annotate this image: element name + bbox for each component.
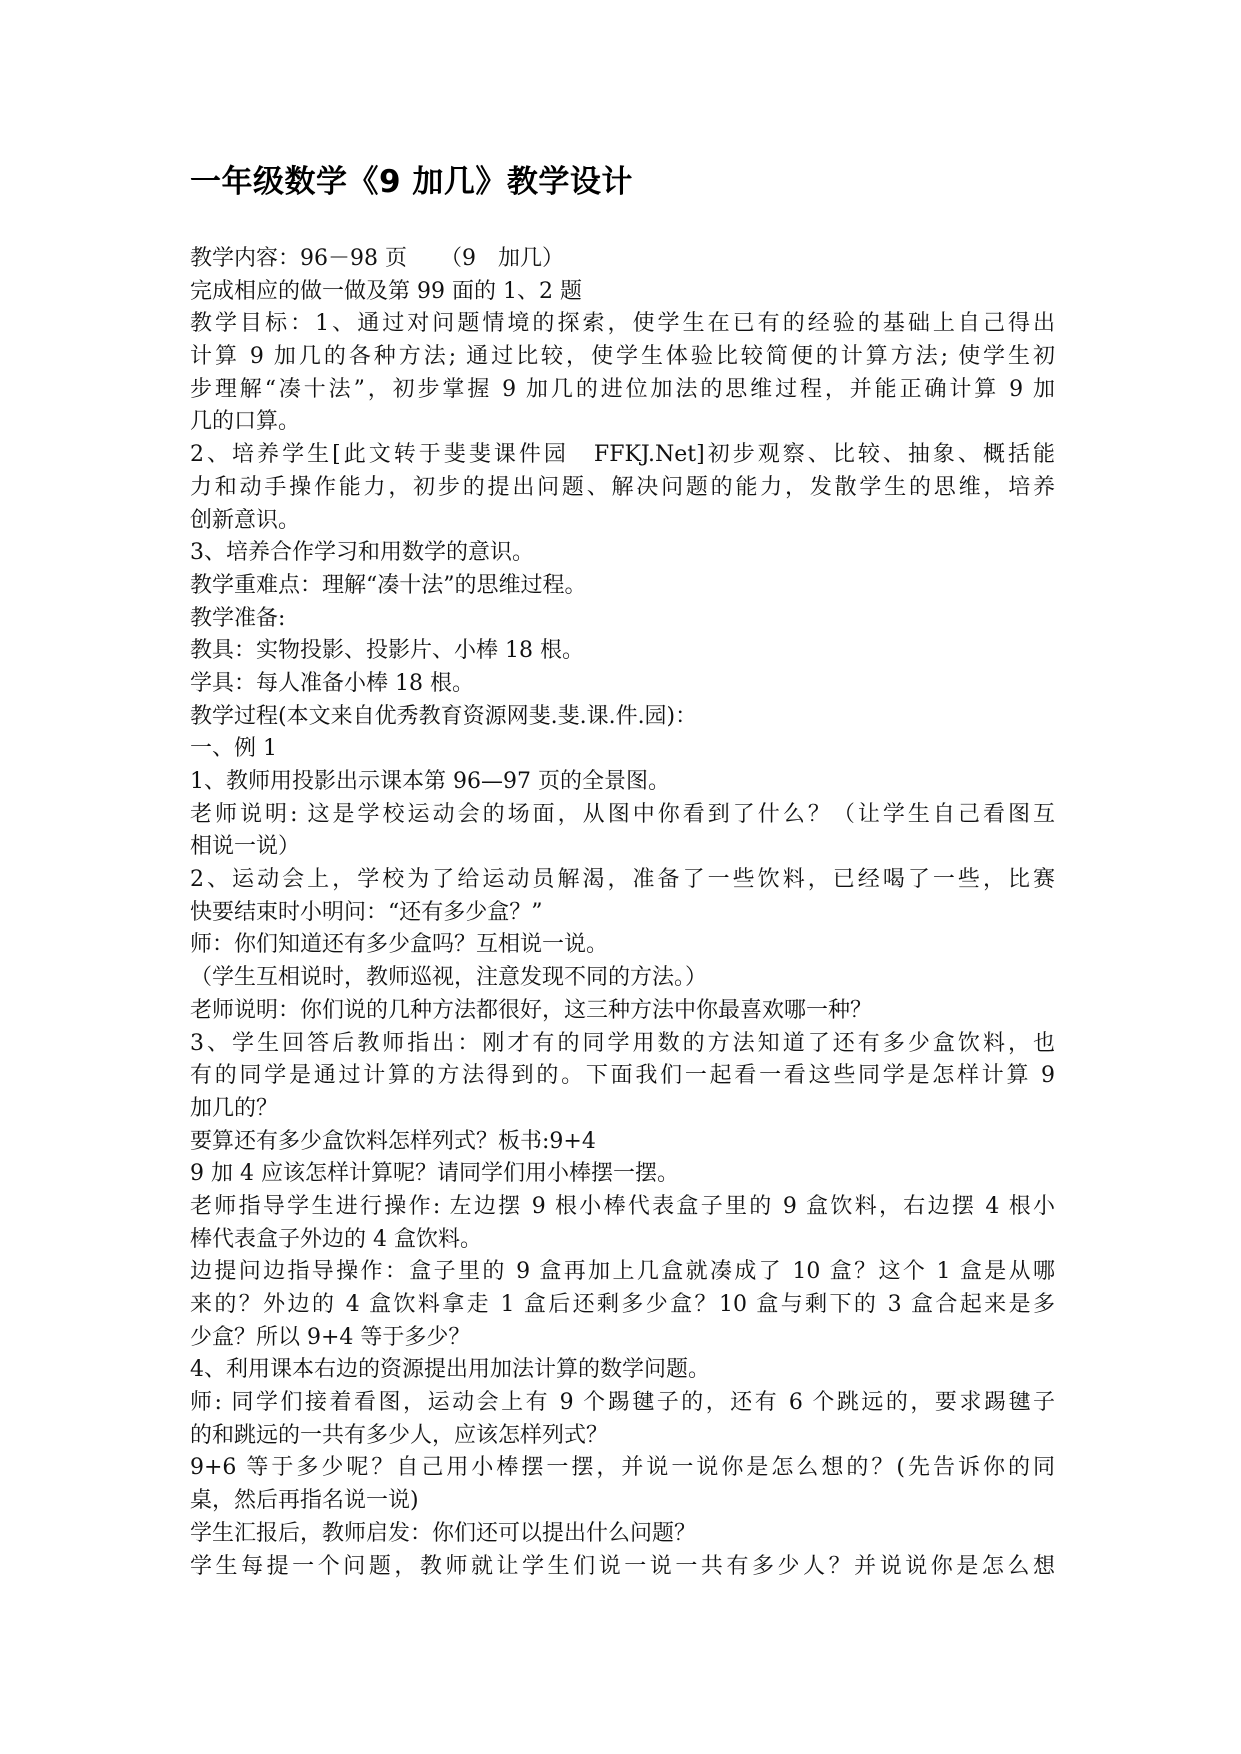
text-line: 学生每提一个问题，教师就让学生们说一说一共有多少人？并说说你是怎么想 (190, 1553, 1055, 1579)
text-line: 完成相应的做一做及第 99 面的 1、2 题 (190, 278, 582, 304)
text-line: 要算还有多少盒饮料怎样列式？板书:9+4 (190, 1128, 596, 1154)
text-line: 2、运动会上，学校为了给运动员解渴，准备了一些饮料，已经喝了一些，比赛 (190, 867, 1055, 893)
text-line: 9+6 等于多少呢？自己用小棒摆一摆，并说一说你是怎么想的？(先告诉你的同 (190, 1455, 1055, 1481)
text-line: 步理解“凑十法”，初步掌握 9 加几的进位加法的思维过程，并能正确计算 9 加 (190, 376, 1055, 402)
text-line: 老师指导学生进行操作: 左边摆 9 根小棒代表盒子里的 9 盒饮料，右边摆 4 根小 (190, 1193, 1055, 1219)
text-line: 老师说明: 这是学校运动会的场面，从图中你看到了什么？（让学生自己看图互 (190, 801, 1055, 827)
text-line: 快要结束时小明问：“还有多少盒？” (190, 899, 543, 925)
text-line: 9 加 4 应该怎样计算呢？请同学们用小棒摆一摆。 (190, 1161, 679, 1187)
text-line: 老师说明：你们说的几种方法都很好，这三种方法中你最喜欢哪一种？ (190, 997, 873, 1023)
text-line: 教学内容：96－98 页 （9 加几） (190, 246, 564, 271)
text-line: （学生互相说时，教师巡视，注意发现不同的方法。） (190, 965, 708, 991)
text-line: 学生汇报后，教师启发：你们还可以提出什么问题？ (190, 1520, 697, 1546)
text-line: 有的同学是通过计算的方法得到的。下面我们一起看一看这些同学是怎样计算 9 (190, 1063, 1055, 1089)
text-line: 少盒？所以 9+4 等于多少？ (190, 1324, 471, 1350)
text-line: 几的口算。 (190, 409, 301, 435)
text-line: 桌，然后再指名说一说) (190, 1488, 419, 1514)
text-line: 一、例 1 (190, 736, 277, 762)
text-line: 加几的？ (190, 1095, 279, 1121)
text-line: 相说一说） (190, 834, 301, 860)
text-line: 来的？外边的 4 盒饮料拿走 1 盒后还剩多少盒？10 盒与剩下的 3 盒合起来是多 (190, 1292, 1055, 1317)
text-line: 边提问边指导操作：盒子里的 9 盒再加上几盒就凑成了 10 盒？这个 1 盒是从哪 (190, 1259, 1055, 1285)
document-body (190, 243, 1055, 1583)
text-line: 创新意识。 (190, 507, 301, 533)
text-line: 的和跳远的一共有多少人，应该怎样列式？ (190, 1422, 609, 1448)
text-line: 计算 9 加几的各种方法; 通过比较，使学生体验比较简便的计算方法; 使学生初 (190, 344, 1055, 370)
text-line: 教学目标：1、通过对问题情境的探索，使学生在已有的经验的基础上自己得出 (190, 311, 1055, 337)
text-line: 教学准备: (190, 605, 286, 631)
text-line: 3、学生回答后教师指出：刚才有的同学用数的方法知道了还有多少盒饮料，也 (190, 1030, 1055, 1056)
text-line: 3、培养合作学习和用数学的意识。 (190, 540, 534, 566)
text-line: 棒代表盒子外边的 4 盒饮料。 (190, 1226, 482, 1252)
text-line: 师：你们知道还有多少盒吗？互相说一说。 (190, 932, 609, 958)
text-line: 力和动手操作能力，初步的提出问题、解决问题的能力，发散学生的思维，培养 (190, 474, 1055, 500)
text-line: 教学过程(本文来自优秀教育资源网斐.斐.课.件.园)： (190, 703, 698, 729)
text-line: 师: 同学们接着看图，运动会上有 9 个踢毽子的，还有 6 个跳远的，要求踢毽子 (190, 1390, 1055, 1416)
text-line: 4、利用课本右边的资源提出用加法计算的数学问题。 (190, 1357, 710, 1383)
text-line: 学具：每人准备小棒 18 根。 (190, 670, 474, 696)
page-title: 一年级数学《9 加几》教学设计 (190, 164, 633, 200)
text-line: 教学重难点：理解“凑十法”的思维过程。 (190, 572, 587, 598)
text-line: 2、培养学生[此文转于斐斐课件园 FFKJ.Net]初步观察、比较、抽象、概括能 (190, 442, 1055, 468)
text-line: 1、教师用投影出示课本第 96—97 页的全景图。 (190, 769, 670, 794)
text-line: 教具：实物投影、投影片、小棒 18 根。 (190, 638, 584, 664)
